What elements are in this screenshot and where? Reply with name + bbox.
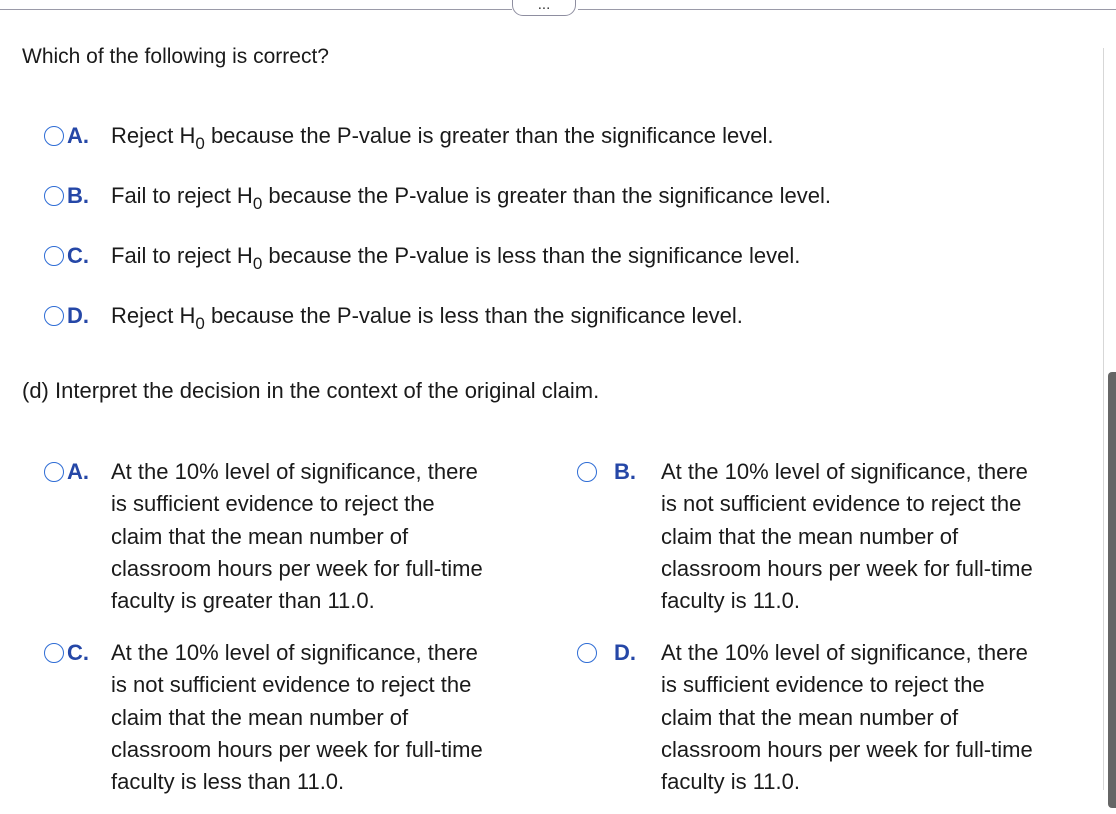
radio-part-d-a[interactable] [44, 462, 64, 482]
option-letter-c: C. [67, 640, 89, 665]
option-line: is sufficient evidence to reject the [111, 491, 435, 517]
option-text-part-d-a[interactable] [111, 456, 483, 617]
option-letter-b: B. [614, 459, 636, 484]
option-letter-d: D. [614, 640, 636, 665]
option-letter-a: A. [67, 123, 89, 148]
option-text-part-d-c[interactable] [111, 637, 483, 798]
option-letter-c: C. [67, 243, 89, 268]
top-divider-left [0, 9, 512, 10]
option-text-part-c-b[interactable]: Fail to reject $H_0$ because the P-value is greater than the significance level. [111, 183, 831, 213]
option-line: is not sufficient evidence to reject the [111, 672, 472, 698]
option-line: classroom hours per week for full-time [111, 736, 483, 762]
radio-part-c-a[interactable] [44, 126, 64, 146]
option-line: faculty is less than 11.0. [111, 769, 345, 795]
option-line: At the 10% level of significance, there [111, 640, 478, 665]
option-letter-b: B. [67, 183, 89, 208]
option-line: claim that the mean number of [111, 704, 409, 730]
option-line: claim that the mean number of [661, 704, 959, 730]
part-c-prompt: Which of the following is correct? [22, 45, 329, 68]
option-line: claim that the mean number of [111, 523, 409, 549]
part-d-question: (d) Interpret the decision in the context of the original claim. [22, 378, 600, 403]
top-divider-right [578, 9, 1116, 10]
option-line: is sufficient evidence to reject the [661, 672, 985, 698]
scrollbar-thumb[interactable] [1108, 372, 1116, 808]
option-letter-d: D. [67, 303, 89, 328]
option-line: faculty is greater than 11.0. [111, 588, 375, 614]
option-line: classroom hours per week for full-time [111, 555, 483, 581]
option-line: faculty is 11.0. [661, 769, 800, 795]
option-line: is not sufficient evidence to reject the [661, 491, 1022, 517]
radio-part-d-d[interactable] [577, 643, 597, 663]
option-line: At the 10% level of significance, there [661, 459, 1028, 484]
radio-part-d-b[interactable] [577, 462, 597, 482]
option-line: classroom hours per week for full-time [661, 555, 1033, 581]
radio-part-c-d[interactable] [44, 306, 64, 326]
option-text-part-c-c[interactable]: Fail to reject $H_0$ because the P-value is less than the significance level. [111, 243, 801, 273]
option-letter-a: A. [67, 459, 89, 484]
option-line: At the 10% level of significance, there [661, 640, 1028, 665]
option-text-part-c-d[interactable]: Reject $H_0$ because the P-value is less than the significance level. [111, 303, 743, 333]
option-text-part-c-a[interactable]: Reject $H_0$ because the P-value is greater than the significance level. [111, 123, 774, 153]
option-line: At the 10% level of significance, there [111, 459, 478, 484]
radio-part-c-c[interactable] [44, 246, 64, 266]
option-text-part-d-b[interactable] [661, 456, 1033, 617]
radio-part-c-b[interactable] [44, 186, 64, 206]
option-line: claim that the mean number of [661, 523, 959, 549]
scroll-track [1103, 48, 1104, 790]
option-line: classroom hours per week for full-time [661, 736, 1033, 762]
more-options-button[interactable]: ... [512, 0, 576, 16]
radio-part-d-c[interactable] [44, 643, 64, 663]
option-line: faculty is 11.0. [661, 588, 800, 614]
option-text-part-d-d[interactable] [661, 637, 1033, 798]
